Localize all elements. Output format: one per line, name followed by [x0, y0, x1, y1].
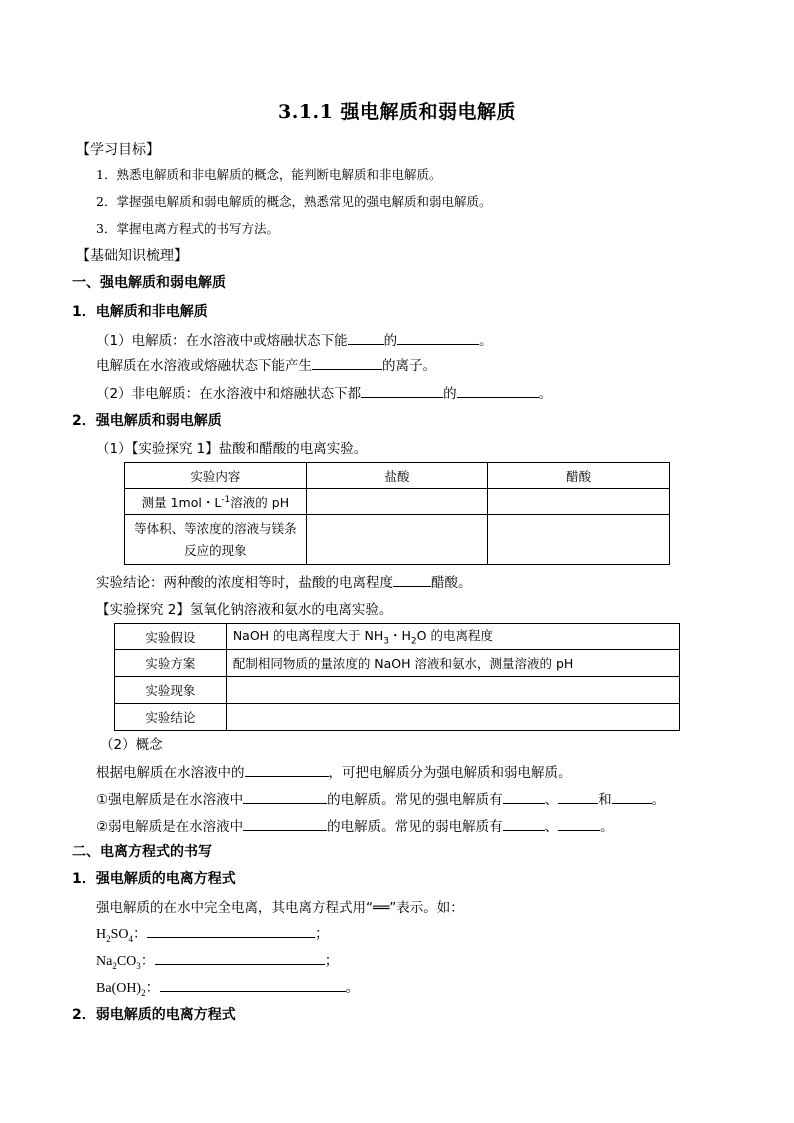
table-cell-label: 实验假设	[115, 624, 227, 650]
experiment2-table	[114, 623, 680, 731]
subscript: 2	[112, 960, 117, 971]
text-segment: 的电解质。常见的强电解质有	[327, 792, 503, 808]
fill-blank[interactable]	[503, 790, 545, 804]
text-segment: 。	[345, 981, 360, 996]
text-segment: 。	[479, 333, 493, 349]
subscript: 2	[106, 933, 111, 944]
experiment1-conclusion	[96, 571, 472, 591]
experiment1-table	[124, 462, 670, 565]
table-cell-empty[interactable]	[488, 515, 670, 565]
table-cell-label: 实验现象	[115, 677, 227, 704]
fill-blank[interactable]	[457, 384, 539, 398]
table-cell-label	[125, 489, 307, 515]
nonelectrolyte-definition	[96, 382, 552, 402]
text-segment: 等体积、等浓度的溶液与镁条	[134, 520, 297, 536]
table-header: 醋酸	[488, 463, 670, 489]
fill-blank[interactable]	[397, 331, 479, 345]
fill-blank[interactable]	[245, 763, 329, 777]
text-segment: 。	[600, 819, 614, 835]
text-segment: 溶液的 pH	[230, 494, 290, 510]
text-segment: ；	[324, 954, 339, 969]
concept-line-2	[96, 788, 665, 808]
text-segment: ：	[140, 954, 155, 969]
table-cell-empty[interactable]	[226, 677, 679, 704]
text-segment: （1）电解质：在水溶液中或熔融状态下能	[96, 333, 348, 349]
table-cell-empty[interactable]	[488, 489, 670, 515]
subscript: 3	[136, 960, 141, 971]
table-cell-empty[interactable]	[306, 489, 488, 515]
fill-blank[interactable]	[393, 573, 431, 587]
text-segment: ：	[145, 981, 160, 996]
superscript: -1	[221, 494, 231, 505]
text-segment: Na	[96, 954, 113, 969]
objective-item-3: 3．掌握电离方程式的书写方法。	[96, 221, 279, 236]
fill-blank[interactable]	[147, 924, 315, 938]
electrolyte-ions-line	[96, 354, 436, 374]
text-segment: 电解质在水溶液或熔融状态下能产生	[96, 358, 312, 374]
table-cell-label	[125, 515, 307, 565]
table-cell-label: 实验结论	[115, 704, 227, 731]
text-segment: NaOH 的电离程度大于 NH	[232, 628, 384, 644]
text-segment: ，可把电解质分为强电解质和弱电解质。	[328, 765, 572, 781]
text-segment: 反应的现象	[184, 542, 247, 558]
text-segment: 和	[598, 792, 612, 808]
text-segment: 、	[544, 819, 559, 835]
fill-blank[interactable]	[612, 790, 652, 804]
text-segment: ①强电解质是在水溶液中	[96, 792, 244, 808]
section2-sub1-heading: 1．强电解质的电离方程式	[72, 871, 236, 887]
objective-item-2: 2．掌握强电解质和弱电解质的概念，熟悉常见的强电解质和弱电解质。	[96, 194, 492, 209]
text-segment: O 的电离程度	[416, 628, 493, 644]
section1-sub1-heading: 1．电解质和非电解质	[72, 304, 208, 320]
section1-sub2-heading: 2．强电解质和弱电解质	[72, 413, 222, 429]
text-segment: 的离子。	[382, 358, 436, 374]
fill-blank[interactable]	[503, 817, 545, 831]
text-segment: 的	[443, 386, 457, 402]
text-segment: ：	[133, 927, 148, 942]
text-segment: 实验结论：两种酸的浓度相等时，盐酸的电离程度	[96, 575, 393, 591]
table-header: 实验内容	[125, 463, 307, 489]
text-segment: ②弱电解质是在水溶液中	[96, 819, 244, 835]
concept-line-1	[96, 761, 572, 781]
text-segment: H	[96, 927, 107, 942]
table-cell-value	[226, 624, 679, 650]
text-segment: 、	[544, 792, 559, 808]
concept-line-3	[96, 815, 614, 835]
table-header: 盐酸	[306, 463, 488, 489]
section2-heading: 二、电离方程式的书写	[72, 844, 212, 860]
subscript: 2	[141, 987, 146, 998]
text-segment: 测量 1mol・L	[141, 494, 222, 510]
experiment1-label: （1）【实验探究 1】盐酸和醋酸的电离实验。	[96, 441, 368, 457]
text-segment: ；	[315, 927, 330, 942]
objectives-heading: 【学习目标】	[76, 142, 160, 158]
text-segment: 醋酸。	[431, 575, 472, 591]
knowledge-heading: 【基础知识梳理】	[76, 248, 188, 264]
subscript: 4	[128, 933, 134, 944]
section1-heading: 一、强电解质和弱电解质	[72, 275, 226, 291]
text-segment: 根据电解质在水溶液中的	[96, 765, 245, 781]
text-segment: 的电解质。常见的弱电解质有	[327, 819, 503, 835]
equation-h2so4	[96, 923, 329, 944]
text-segment: 。	[538, 386, 553, 402]
text-segment: CO	[116, 954, 137, 969]
experiment2-label: 【实验探究 2】氢氧化钠溶液和氨水的电离实验。	[96, 602, 393, 618]
fill-blank[interactable]	[361, 384, 443, 398]
fill-blank[interactable]	[160, 978, 346, 992]
subscript: 3	[383, 636, 389, 647]
fill-blank[interactable]	[243, 817, 327, 831]
fill-blank[interactable]	[243, 790, 327, 804]
text-segment: 的	[383, 333, 398, 349]
subscript: 2	[410, 636, 417, 647]
fill-blank[interactable]	[312, 356, 382, 370]
fill-blank[interactable]	[558, 790, 598, 804]
objective-item-1: 1．熟悉电解质和非电解质的概念，能判断电解质和非电解质。	[96, 167, 442, 182]
text-segment: （2）非电解质：在水溶液中和熔融状态下都	[96, 386, 362, 402]
table-cell-empty[interactable]	[226, 704, 679, 731]
text-segment: SO	[110, 927, 129, 942]
equation-na2co3	[96, 950, 339, 971]
section2-sub2-heading: 2．弱电解质的电离方程式	[72, 1007, 236, 1023]
electrolyte-definition	[96, 329, 493, 349]
table-cell-empty[interactable]	[306, 515, 488, 565]
text-segment: Ba(OH)	[96, 981, 142, 996]
text-segment: ・H	[389, 628, 411, 644]
fill-blank[interactable]	[155, 951, 325, 965]
text-segment: 。	[651, 792, 666, 808]
equation-baoh2	[96, 977, 360, 998]
table-cell-label: 实验方案	[115, 650, 227, 677]
concept-label: （2）概念	[100, 737, 163, 753]
fill-blank[interactable]	[348, 331, 384, 345]
page-title: 3.1.1 强电解质和弱电解质	[277, 101, 516, 123]
strong-electrolyte-intro: 强电解质的在水中完全电离，其电离方程式用“══”表示。如：	[96, 900, 464, 916]
table-cell-value: 配制相同物质的量浓度的 NaOH 溶液和氨水，测量溶液的 pH	[226, 650, 679, 677]
fill-blank[interactable]	[558, 817, 600, 831]
